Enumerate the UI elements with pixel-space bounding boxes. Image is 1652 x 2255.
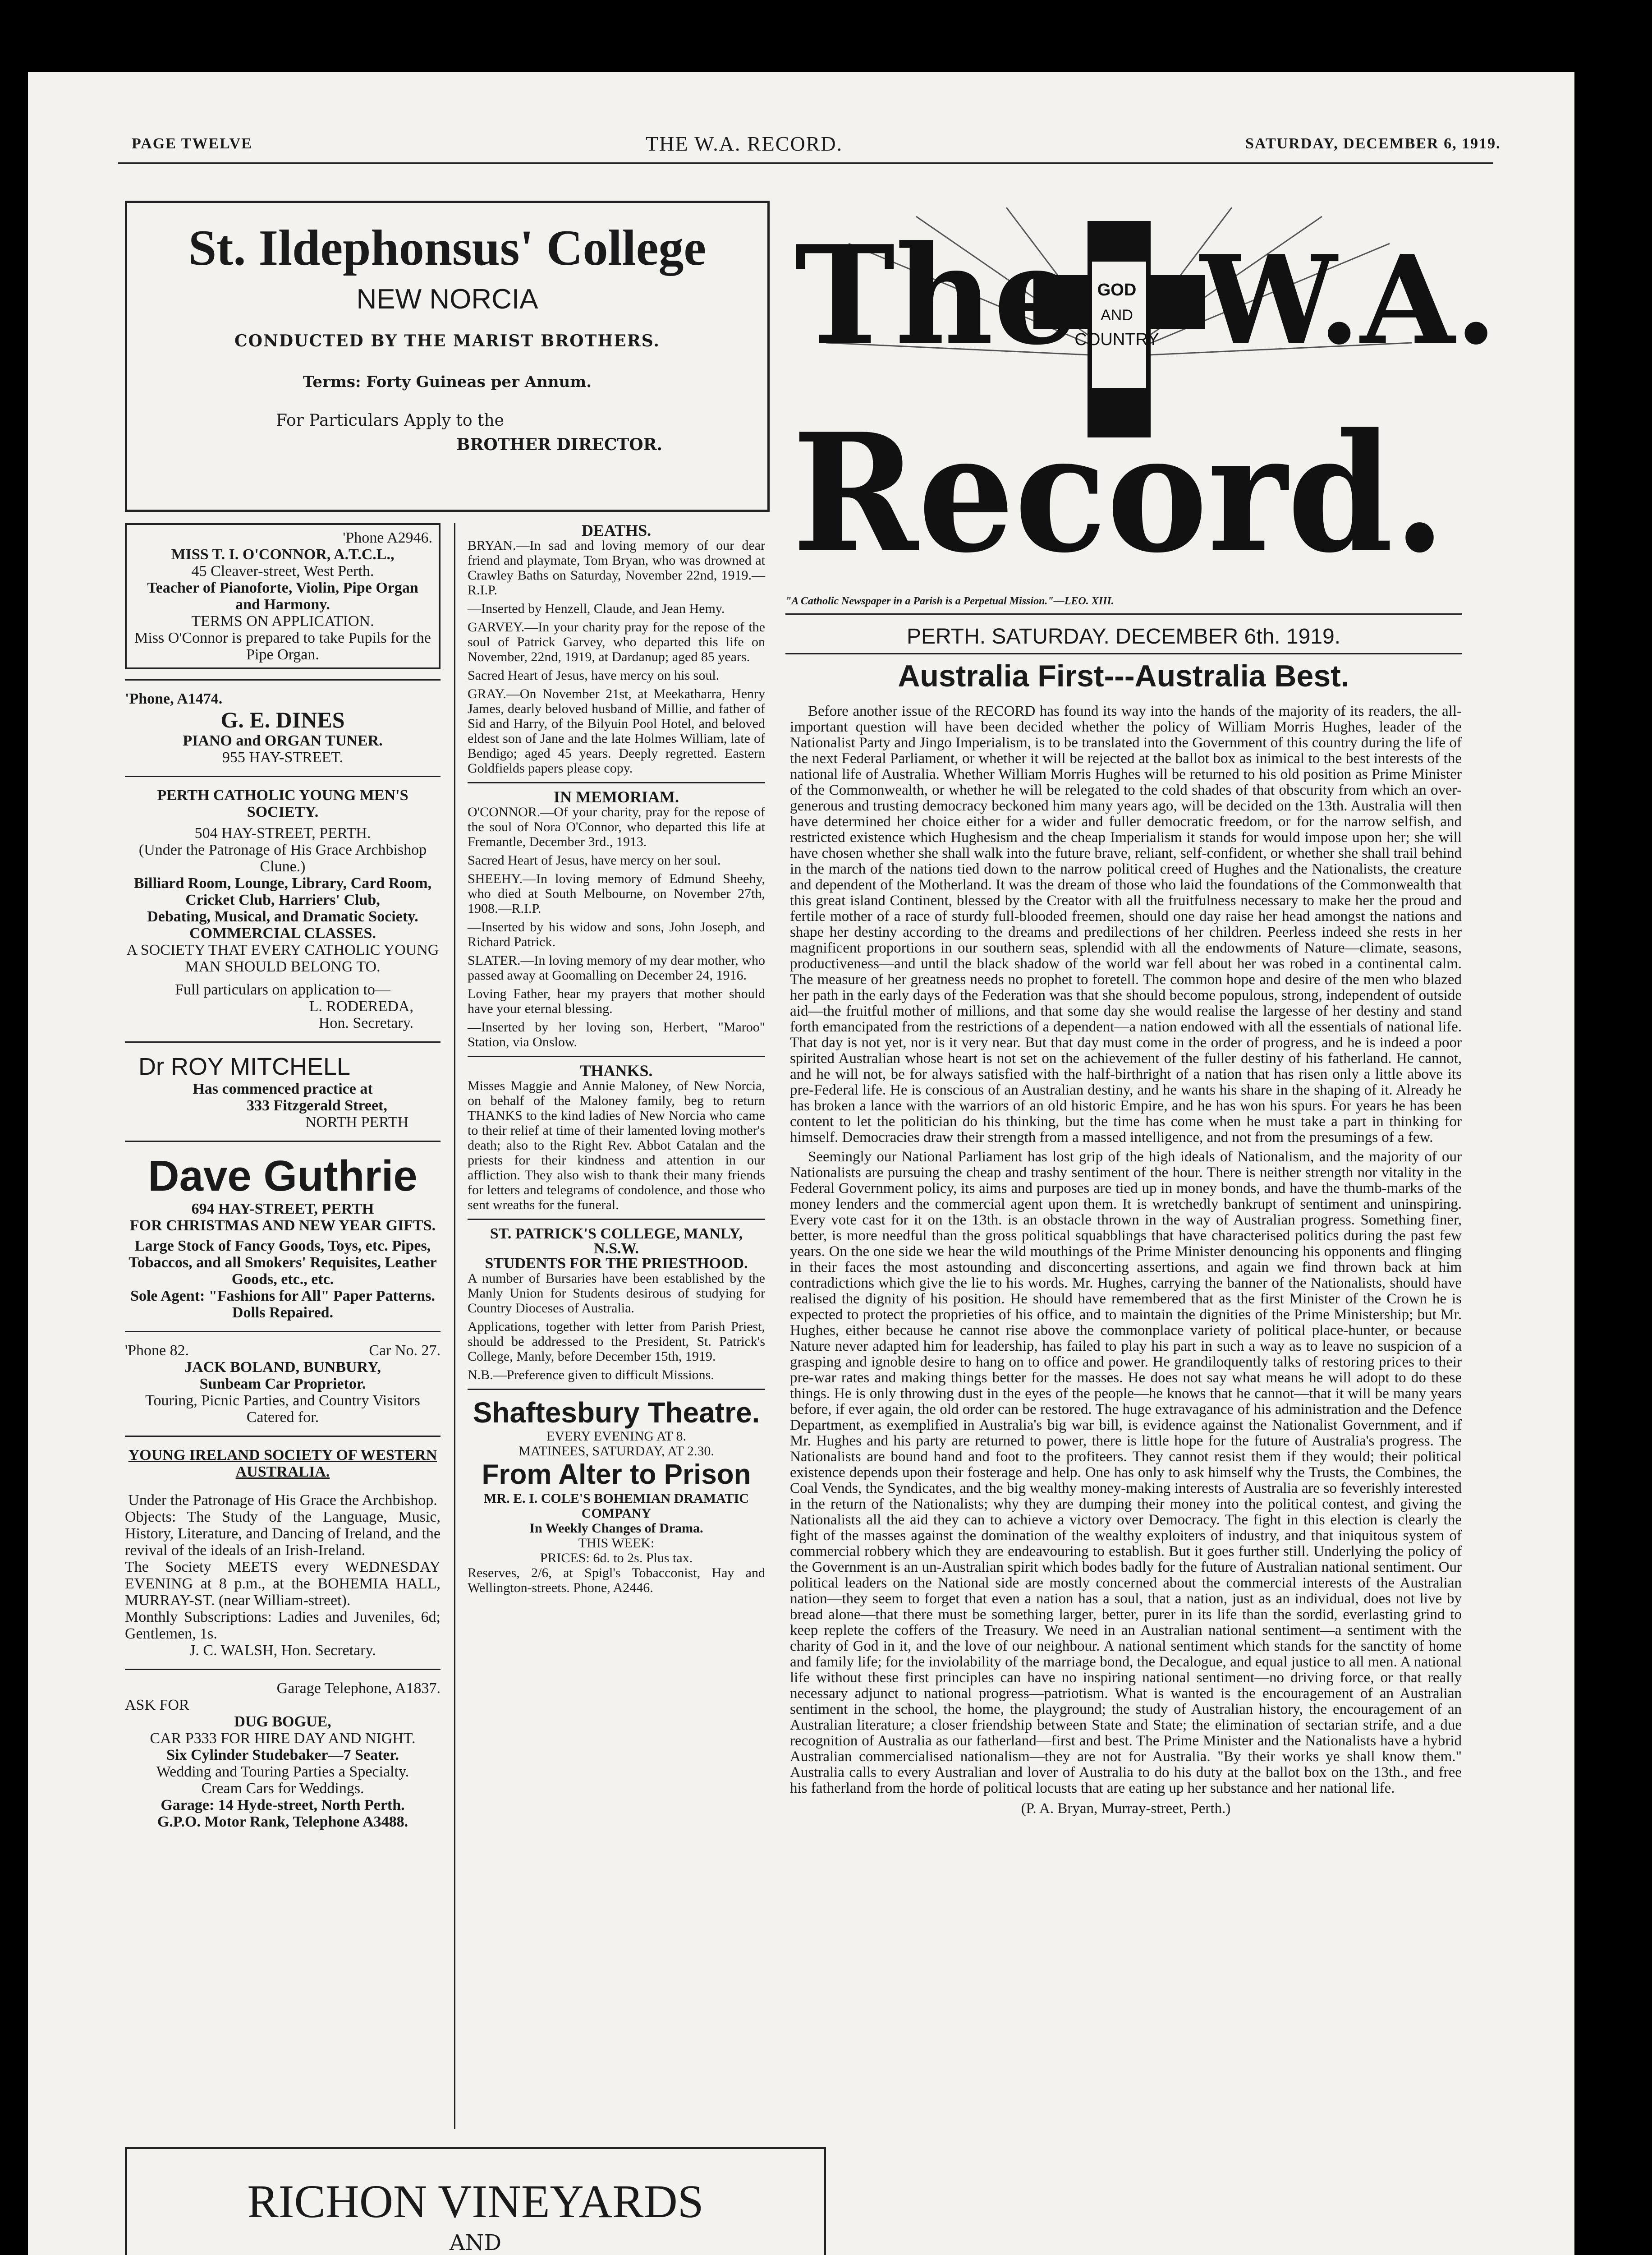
deaths-title: DEATHS. <box>581 521 652 539</box>
running-title: THE W.A. RECORD. <box>646 132 843 155</box>
patricks-title: ST. PATRICK'S COLLEGE, MANLY, N.S.W. <box>490 1225 743 1257</box>
bogue-phone: Garage Telephone, A1837. <box>276 1680 441 1697</box>
dines-trade: PIANO and ORGAN TUNER. <box>183 732 383 749</box>
patricks-sub: STUDENTS FOR THE PRIESTHOOD. <box>485 1255 748 1272</box>
divider <box>468 1219 765 1220</box>
oconnor-address: 45 Cleaver-street, West Perth. <box>191 563 374 580</box>
mitchell-name: Dr ROY MITCHELL <box>138 1053 351 1080</box>
pcymc-rooms: Billiard Room, Lounge, Library, Card Room, Cricket Club, Harriers' Club, <box>133 875 432 908</box>
mitchell-address: 333 Fitzgerald Street, <box>247 1097 387 1114</box>
death-notice: GARVEY.—In your charity pray for the repose of the soul of Patrick Garvey, who departed this life on November, 22nd, 1919, at Dardanup; aged 85 years. <box>468 620 765 664</box>
boland-ad <box>125 1342 441 1426</box>
editorial-paragraph-2: Seemingly our National Parliament has lost grip of the high ideals of Nationalism, and the majority of our Nationalists are pursuing the cheap and trashy sentiment of the hour. There is neither strength nor vitality in the Federal Government policy, its aims and purposes are tied up in money bonds, and have the thumb-marks of the money lenders and the commercial agent upon them. It is wretchedly bankrupt of sentiment and uninspiring. Every vote cast for it on the 13th. is an obstacle thrown in the way of Australian progress. Something finer, better, is more needful than the gross political squabblings that have characterised politics during the past few years. On the one side we hear the wild mouthings of the Prime Minister denouncing his opponents and flinging in their faces the most astounding and disconcerting assertions, and again we find thrown back at him contradictions which give the lie to his words. Mr. Hughes, carrying the banner of the Nationalists, should have realised the dignity of his position. He should have remembered that as the first Minister of the Crown he is expected to protect the proprieties of his office, and to maintain the dignities of the Prime Ministership; but Mr. Hughes, either because he cannot rise above the commonplace variety of political place-hunter, or because Nature never adapted him for leadership, has failed to play his part in such a way as to leave no suspicion of a grasping and ignoble desire to hang on to office and power. He grandiloquently talks of restoring prices to their pre-war rates and making things better for the masses. He does not say what means he will adopt to do these things. He is only throwing dust in the eyes of the people—he knows that he cannot—that it will be many years before, if ever again, the old order can be restored. The huge extravagance of his administration and the Defence Department, as exemplified in Australia's big war bill, is evidence against the Nationalist Government, and if Mr. Hughes and his party are returned to power, there is little hope for the future of Australia's progress. The Nationalists are bound hand and foot to the profiteers. They cannot resist them if they would; their political existence depends upon their fosterage and help. One has only to ask himself why the Trusts, the Combines, the Coal Vends, the Syndicates, and the big wealthy money-making interests of Australia are so feverishly interested in the return of the Nationalists; why they are dumping their money into the political contest, and giving the Nationalists all the aid they can to achieve a victory over Democracy. The fight in this election is clearly the fight of the masses against the domination of the wealthy exploiters of industry, and that iniquitous system of commercial robbery which they are endeavouring to establish. But it goes further still. Underlying the policy of the Government is an un-Australian spirit which bodes badly for the future of Australian national sentiment. Our political leaders on the National side are mostly concerned about the commercial interests of the Australian nation—they seem to forget that even a nation has a soul, that a nation, just as an individual, does not live by bread alone—that there must be something larger, better, purer in its life than the sordid, everlasting grind to keep replete the coffers of the Treasury. We need in an Australian national sentiment—a sentiment with the charity of God in it, and the love of our neighbour. A national sentiment which stands for the sanctity of home and family life; for the inviolability of the marriage bond, the Decalogue, and equal justice to all men. A national life without these first principles can have no inspiring national sentiment—no driving force, or that really necessary adjunct to national progress—patriotism. What is wanted is the encouragement of an Australian sentiment in the school, the home, the playground; the study of Australian history, the encouragement of an Australian literature; a closer friendship between State and State; the elimination of sectarian strife, and a due recognition of Australia as our fatherland—first and best. The Prime Minister and the Nationalists have a hybrid Australian commercialised nationalism—they are not for Australia. "By their works ye shall know them." Australia calls to every Australian and lover of Australia to do his duty at the ballot box on the 13th., and free his fatherland from the horde of political locusts that are eating up her substance and her national life. <box>790 1149 1462 1796</box>
yisowa-meets: The Society MEETS every WEDNESDAY EVENING at 8 p.m., at the BOHEMIA HALL, MURRAY-ST. (near William-street). <box>125 1559 441 1609</box>
dateline: PERTH. SATURDAY. DECEMBER 6th. 1919. <box>906 625 1341 649</box>
death-notice: BRYAN.—In sad and loving memory of our dear friend and playmate, Tom Bryan, who was drowned at Crawley Baths on Saturday, November 22nd, 1919.—R.I.P. <box>468 538 765 598</box>
patricks-p2: Applications, together with letter from Parish Priest, should be addressed to the President, St. Patrick's College, Manly, before December 15th, 1919. <box>468 1319 765 1364</box>
column-divider <box>454 523 455 2129</box>
guthrie-stock: Large Stock of Fancy Goods, Toys, etc. Pipes, Tobaccos, and all Smokers' Requisites, Leather Goods, etc., etc. <box>128 1238 437 1288</box>
memoriam-notice: Sacred Heart of Jesus, have mercy on her soul. <box>468 853 721 868</box>
shaftesbury-evening: EVERY EVENING AT 8. <box>546 1429 686 1444</box>
bogue-cream: Cream Cars for Weddings. <box>201 1780 364 1797</box>
shaftesbury-title: Shaftesbury Theatre. <box>473 1396 760 1429</box>
divider <box>125 679 441 681</box>
college-place: NEW NORCIA <box>356 284 538 315</box>
thanks-title: THANKS. <box>580 1062 653 1080</box>
newspaper-page <box>28 72 1574 2255</box>
memoriam-notice: SLATER.—In loving memory of my dear mother, who passed away at Goomalling on December 24, 1916. <box>468 953 765 983</box>
divider <box>468 782 765 783</box>
death-notice: Sacred Heart of Jesus, have mercy on his soul. <box>468 668 720 683</box>
richon-ad <box>125 2147 826 2255</box>
richon-title: RICHON VINEYARDS <box>247 2176 704 2227</box>
guthrie-ad <box>125 1152 441 1321</box>
cross-word-and: AND <box>1101 307 1133 324</box>
pcymc-full: Full particulars on application to— <box>175 981 390 998</box>
divider <box>125 1669 441 1670</box>
pcymc-hon: Hon. Secretary. <box>318 1015 413 1031</box>
yisowa-patron: Under the Patronage of His Grace the Archbishop. <box>128 1492 437 1509</box>
mitchell-practice: Has commenced practice at <box>193 1081 373 1097</box>
patricks-p3: N.B.—Preference given to difficult Missions. <box>468 1367 714 1382</box>
college-director: BROTHER DIRECTOR. <box>456 435 663 454</box>
pcymc-slogan: A SOCIETY THAT EVERY CATHOLIC YOUNG MAN SHOULD BELONG TO. <box>126 942 439 975</box>
oconnor-ad <box>125 523 441 669</box>
oconnor-terms: TERMS ON APPLICATION. <box>191 613 374 630</box>
cross-word-country: COUNTRY <box>1074 330 1159 349</box>
shaftesbury-prices: PRICES: 6d. to 2s. Plus tax. <box>540 1551 693 1565</box>
yisowa-ad <box>125 1447 441 1659</box>
dines-phone: 'Phone, A1474. <box>125 690 223 707</box>
college-conducted: CONDUCTED BY THE MARIST BROTHERS. <box>234 331 660 350</box>
dines-ad <box>125 690 441 766</box>
dines-name: G. E. DINES <box>220 707 345 732</box>
divider <box>125 776 441 777</box>
bogue-ask: ASK FOR <box>125 1697 189 1713</box>
dines-address: 955 HAY-STREET. <box>222 749 344 766</box>
yisowa-objects: Objects: The Study of the Language, Music, History, Literature, and Dancing of Ireland, and the revival of the ideals of an Irish-Ireland. <box>125 1509 441 1559</box>
yisowa-subs: Monthly Subscriptions: Ladies and Juveniles, 6d; Gentlemen, 1s. <box>125 1609 441 1642</box>
memoriam-notice: SHEEHY.—In loving memory of Edmund Sheehy, who died at South Melbourne, on November 27th, 1908.—R.I.P. <box>468 871 765 916</box>
pcymc-title: PERTH CATHOLIC YOUNG MEN'S SOCIETY. <box>157 787 408 820</box>
yisowa-title: YOUNG IRELAND SOCIETY OF WESTERN AUSTRALIA. <box>128 1447 437 1480</box>
patricks-p1: A number of Bursaries have been established by the Manly Union for Students desirous of studying for Country Dioceses of Australia. <box>468 1271 765 1316</box>
boland-proprietor: Sunbeam Car Proprietor. <box>199 1376 366 1392</box>
masthead <box>781 207 1497 589</box>
running-date: SATURDAY, DECEMBER 6, 1919. <box>1245 135 1501 152</box>
shaftesbury-play: From Alter to Prison <box>482 1459 751 1490</box>
left-column <box>125 523 441 1830</box>
shaftesbury-weekly: In Weekly Changes of Drama. <box>529 1521 703 1536</box>
thanks-notice: Misses Maggie and Annie Maloney, of New Norcia, on behalf of the Maloney family, beg to return THANKS to the kind ladies of New Norcia who came to their relief at time of their lamented loving mother's death; also to the Right Rev. Abbot Catalan and the priests for their kindness and attention in our affliction. They also wish to thank their many friends for letters and telegrams of condolence, and those who sent wreaths for the funeral. <box>468 1078 765 1212</box>
pcymc-debating: Debating, Musical, and Dramatic Society. <box>147 908 418 925</box>
memoriam-notice: —Inserted by her loving son, Herbert, "Maroo" Station, via Onslow. <box>468 1020 765 1049</box>
death-notice: GRAY.—On November 21st, at Meekatharra, Henry James, dearly beloved husband of Millie, and father of Sid and Harry, of the Bilyuin Pool Hotel, and beloved eldest son of Jane and the late Holmes William, late of Bendigo; aged 45 years. Deeply regretted. Eastern Goldfields papers please copy. <box>468 686 765 776</box>
bogue-six: Six Cylinder Studebaker—7 Seater. <box>166 1747 399 1763</box>
masthead-the: The <box>794 216 1080 375</box>
college-terms: Terms: Forty Guineas per Annum. <box>303 373 592 391</box>
shaftesbury-reserves: Reserves, 2/6, at Spigl's Tobacconist, Hay and Wellington-streets. Phone, A2446. <box>468 1565 765 1595</box>
guthrie-name: Dave Guthrie <box>148 1152 418 1200</box>
memoriam-notice: —Inserted by his widow and sons, John Joseph, and Richard Patrick. <box>468 920 765 949</box>
oconnor-teacher: Teacher of Pianoforte, Violin, Pipe Organ and Harmony. <box>147 580 418 613</box>
bogue-gpo: G.P.O. Motor Rank, Telephone A3488. <box>157 1813 408 1830</box>
divider <box>125 1041 441 1043</box>
middle-column <box>468 523 765 1595</box>
guthrie-dolls: Dolls Repaired. <box>232 1304 334 1321</box>
editorial-body <box>790 704 1462 1817</box>
masthead-motto: "A Catholic Newspaper in a Parish is a Perpetual Mission."—LEO. XIII. <box>785 595 1114 607</box>
boland-touring: Touring, Picnic Parties, and Country Visitors Catered for. <box>145 1392 420 1426</box>
college-ad <box>125 201 770 512</box>
oconnor-note: Miss O'Connor is prepared to take Pupils for the Pipe Organ. <box>134 630 431 663</box>
oconnor-phone: 'Phone A2946. <box>343 529 432 546</box>
divider <box>125 1436 441 1437</box>
oconnor-name: MISS T. I. O'CONNOR, A.T.C.L., <box>171 546 395 563</box>
divider <box>468 1389 765 1390</box>
editorial-title: Australia First---Australia Best. <box>898 659 1349 693</box>
page-number: PAGE TWELVE <box>132 135 252 152</box>
motto-rule <box>785 613 1462 615</box>
header-rule <box>118 162 1493 164</box>
death-notice: —Inserted by Henzell, Claude, and Jean Hemy. <box>468 601 725 616</box>
memoriam-notice: O'CONNOR.—Of your charity, pray for the repose of the soul of Nora O'Connor, who departed this life at Fremantle, December 3rd., 1913. <box>468 805 765 849</box>
boland-name: JACK BOLAND, BUNBURY, <box>184 1359 381 1376</box>
memoriam-notice: Loving Father, hear my prayers that mother should have your eternal blessing. <box>468 986 765 1016</box>
masthead-record: Record. <box>792 398 1446 589</box>
shaftesbury-company: MR. E. I. COLE'S BOHEMIAN DRAMATIC COMPANY <box>484 1491 749 1521</box>
divider <box>125 1141 441 1142</box>
masthead-wa: W.A. <box>1200 228 1497 372</box>
mitchell-ad <box>125 1053 441 1131</box>
bogue-name: DUG BOGUE, <box>234 1713 331 1730</box>
divider <box>125 1331 441 1332</box>
shaftesbury-matinees: MATINEES, SATURDAY, AT 2.30. <box>519 1444 714 1459</box>
college-title: St. Ildephonsus' College <box>188 220 707 276</box>
editorial-signature: (P. A. Bryan, Murray-street, Perth.) <box>1021 1800 1231 1817</box>
cross-word-god: GOD <box>1097 281 1137 299</box>
pcymc-address: 504 HAY-STREET, PERTH. <box>194 825 371 842</box>
pcymc-secretary: L. RODEREDA, <box>309 998 413 1015</box>
pcymc-patron: (Under the Patronage of His Grace Archbishop Clune.) <box>138 842 427 875</box>
divider <box>468 1056 765 1057</box>
boland-car: Car No. 27. <box>369 1342 441 1359</box>
masthead-art <box>781 207 1497 589</box>
bogue-car: CAR P333 FOR HIRE DAY AND NIGHT. <box>150 1730 416 1747</box>
bogue-wedding: Wedding and Touring Parties a Specialty. <box>156 1763 409 1780</box>
richon-and: AND <box>449 2230 502 2255</box>
mitchell-town: NORTH PERTH <box>305 1114 409 1131</box>
guthrie-xmas: FOR CHRISTMAS AND NEW YEAR GIFTS. <box>129 1217 436 1234</box>
college-apply: For Particulars Apply to the <box>276 411 504 430</box>
yisowa-secretary: J. C. WALSH, Hon. Secretary. <box>189 1642 376 1659</box>
guthrie-address: 694 HAY-STREET, PERTH <box>191 1201 374 1217</box>
bogue-garage: Garage: 14 Hyde-street, North Perth. <box>161 1797 405 1813</box>
pcymc-ad <box>125 787 441 1031</box>
bogue-ad <box>125 1680 441 1830</box>
dateline-rule <box>785 653 1462 654</box>
shaftesbury-this-week: THIS WEEK: <box>578 1536 655 1551</box>
pcymc-classes: COMMERCIAL CLASSES. <box>189 925 376 942</box>
boland-phone: 'Phone 82. <box>125 1342 189 1359</box>
editorial-paragraph-1: Before another issue of the RECORD has found its way into the hands of the majority of its readers, the all-important question will have been decided whether the policy of William Morris Hughes, leader of the Nationalist Party and Jingo Imperialism, is to be translated into the Government of this country during the life of the next Federal Parliament, or whether it will be rejected at the ballot box as inimical to the best interests of the national life of Australia. Whether William Morris Hughes will be returned to his old position as Prime Minister of the Commonwealth, or whether he will be relegated to the cold shades of that obscurity from which an over-generous and trusting democracy beckoned him many years ago, will be decided on the 13th. Australia will then have determined her choice either for a wider and fuller democratic freedom, or for the narrow selfish, and restricted existence which Hughesism and the cheap Imperialism it stands for would impose upon her; she will have chosen whether she shall walk into the future brave, reliant, self-confident, or whether she shall trail behind in the march of the nations tied down to the narrow political creed of Hughes and the Nationalists, the creature and dependent of the Motherland. It was the dream of those who laid the foundations of the Commonwealth that this great island Continent, blessed by the Creator with all the fruitfulness necessary to make her the proud and fertile mother of a race of sturdy full-blooded freemen, should one day raise her head amongst the nations and shape her destiny according to the dreams and predilections of her children. Peerless indeed she rests in her magnificent proportions in our southern seas, splendid with all the endowments of Nature—climate, seasons, productiveness—and until the black shadow of the world war fell about her was robed in a continental calm. The measure of her greatness needs no prophet to foretell. The common hope and desire of the men who blazed her path in the early days of the Federation was that she should become populous, strong, independent of outside aid—the fruitful mother of millions, and that some day she would realise the largesse of her destiny and stand forth emancipated from the restrictions of a dependent—a nation endowed with all the essentials of national life. That day is not yet, nor is it very near. But that day must come in the order of progress, and he is indeed a poor spirited Australian whose heart is not set on the achievement of the fuller destiny of his fatherland. He cannot, and he will not, be for always satisfied with the half-birthright of a nation that has risen only a little above its pre-Federal life. He is conscious of an Australian destiny, and he wants his share in the shaping of it. Already he has broken a lance with the warriors of an old historic Empire, and he has won his spurs. For years he has been content to let the politician do his thinking, but the time has come when he must take a part in thinking for himself. Democracies draw their strength from a massed intelligence, and not from the presumings of a few. <box>790 703 1462 1146</box>
memoriam-title: IN MEMORIAM. <box>554 788 679 806</box>
guthrie-agent: Sole Agent: "Fashions for All" Paper Patterns. <box>130 1288 435 1304</box>
